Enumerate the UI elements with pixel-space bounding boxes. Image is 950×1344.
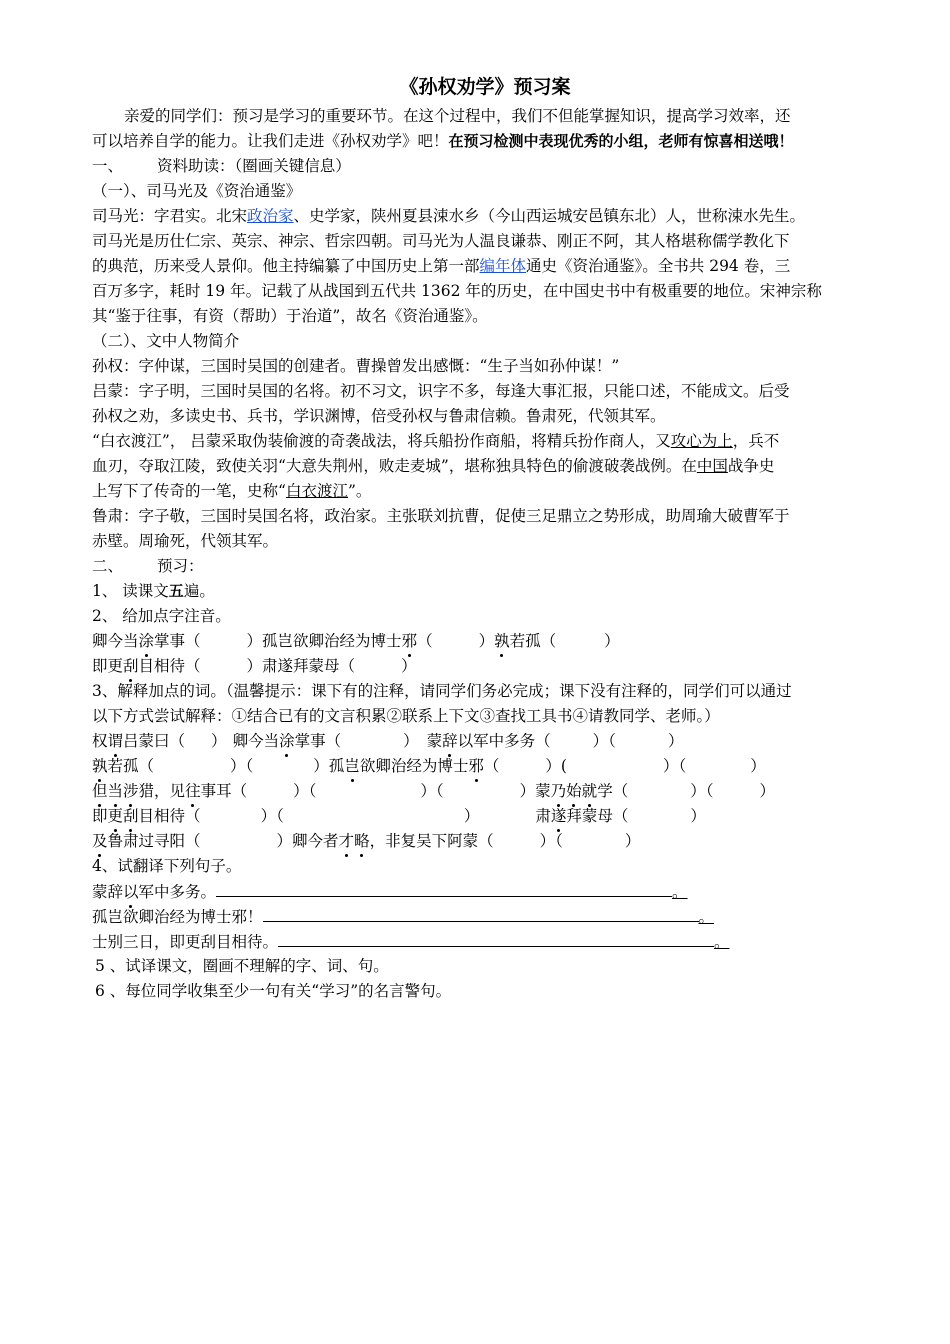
- answer-blank[interactable]: [216, 879, 672, 897]
- text: ）: [667, 732, 684, 750]
- intro-line-2: [92, 129, 872, 154]
- text: 战争史: [727, 457, 775, 475]
- intro-text: 可以培养自学的能力。让我们走进《孙权劝学》吧！: [92, 132, 449, 150]
- dotted-char: 遂: [551, 804, 567, 829]
- text: ）: [478, 632, 495, 650]
- text: 。: [672, 883, 688, 901]
- dotted-char: 及: [92, 829, 108, 854]
- text: 的典范，历来受人景仰。他主持编纂了中国历史上第一部: [92, 257, 480, 275]
- text: 掌事（: [294, 732, 342, 750]
- text: ）蒙: [519, 782, 551, 800]
- dotted-char: 孰: [494, 629, 510, 654]
- text: 鲁肃过寻阳（: [107, 832, 201, 850]
- text: ）孤: [313, 757, 345, 775]
- text: 以军中多务（: [457, 732, 551, 750]
- text: ）: [624, 832, 641, 850]
- text: 士别三日，即更刮目相待。: [92, 933, 279, 951]
- text: ）（: [260, 807, 284, 825]
- question-1: [92, 579, 872, 604]
- dotted-char: 当: [108, 779, 124, 804]
- text: 遍。: [183, 582, 215, 600]
- dotted-char: 往: [185, 779, 201, 804]
- text: ）（: [293, 782, 317, 800]
- dotted-char: 但: [92, 779, 108, 804]
- text: ）: [759, 782, 775, 800]
- lvmeng-bio-line-1: 吕蒙：字子明，三国时吴国的名将。初不习文，识字不多，每逢大事汇报，只能口述，不能成文。后受: [92, 382, 790, 400]
- lusu-bio-line-2: 赤壁。周瑜死，代领其军。: [92, 532, 279, 550]
- baiyi-line-3: [92, 479, 872, 504]
- sima-line-4: 百万多字，耗时 19 年。记载了从战国到五代共 1362 年的历史，在中国史书中有极重要的地位。宋神宗称: [92, 282, 822, 300]
- sima-line-5: 其“鉴于往事，有资（帮助）于治道”，故名《资治通鉴》。: [92, 307, 488, 325]
- text: 卿今当: [232, 732, 280, 750]
- text: 若孤（: [107, 757, 155, 775]
- dotted-char: 邪: [468, 754, 484, 779]
- document-page: [92, 70, 872, 1004]
- text: ）肃遂拜蒙母（: [246, 657, 356, 675]
- text: ）孤岂欲卿治经为博士: [246, 632, 402, 650]
- dotted-char: 涂: [279, 729, 295, 754]
- text: 猎，见: [138, 782, 186, 800]
- text: 、史学家，陕州夏县涑水乡（今山西运城安邑镇东北）人，世称涑水先生。: [293, 207, 806, 225]
- text: 。: [714, 933, 730, 951]
- dotted-char: 辞: [442, 729, 458, 754]
- translate-sentence-2: [92, 904, 872, 929]
- text: 掌事（: [154, 632, 201, 650]
- underlined-term: 中国: [696, 457, 728, 475]
- answer-blank[interactable]: [263, 904, 699, 922]
- section-number: 一、: [92, 157, 124, 175]
- sima-line-2: 司马光是历仕仁宗、英宗、神宗、哲宗四朝。司马光为人温良谦恭、刚正不阿，其人格堪称儒学教化下: [92, 232, 790, 250]
- dotted-char: 孰: [92, 754, 108, 779]
- section-label: 预习：: [157, 557, 204, 575]
- dotted-char: 涂: [139, 629, 155, 654]
- question-3-line-1: 3、解释加点的词。（温馨提示：课下有的注释，请同学们务必完成；课下没有注释的，同学们可以通过: [92, 682, 792, 700]
- text: 若孤（: [509, 632, 557, 650]
- text: 1、 读课文: [92, 582, 169, 600]
- dotted-char: 更: [108, 804, 124, 829]
- dotted-char: 就: [582, 779, 598, 804]
- text: 吕蒙曰（: [123, 732, 186, 750]
- dotted-char: 邪: [402, 629, 418, 654]
- section-label: 资料助读：（圈画关键信息）: [157, 157, 351, 175]
- text: 事耳（: [200, 782, 248, 800]
- text: 蒙: [426, 732, 443, 750]
- dotted-char: 刮: [123, 804, 139, 829]
- q2-row-2: [92, 654, 872, 679]
- baiyi-line-2: [92, 454, 872, 479]
- text: “白衣渡江”， 吕蒙采取伪装偷渡的奇袭战法，将兵船扮作商船，将精兵扮作商人，又: [92, 432, 671, 450]
- text: 军中多务。: [138, 883, 217, 901]
- text: 拜蒙母（: [566, 807, 629, 825]
- section-1-heading: [92, 154, 872, 179]
- subsection-characters-heading: （二）、文中人物简介: [92, 332, 240, 350]
- dotted-char: 以: [123, 880, 139, 905]
- text: 即更: [92, 657, 124, 675]
- lusu-bio-line-1: 鲁肃：字子敬，三国时吴国名将，政治家。主张联刘抗曹，促使三足鼎立之势形成，助周瑜大破曹军于: [92, 507, 790, 525]
- text: ”。: [347, 482, 372, 500]
- dotted-char: 乃: [551, 779, 567, 804]
- text: ）(: [545, 757, 567, 775]
- dotted-char: 岂: [344, 754, 360, 779]
- text: ）（: [592, 732, 616, 750]
- text: ）: [403, 732, 419, 750]
- text: 通史《资治通鉴》。全书共 294 卷，三: [526, 257, 791, 275]
- text: ）（: [539, 832, 563, 850]
- q2-row-1: [92, 629, 872, 654]
- question-4: 4、试翻译下列句子。: [92, 857, 242, 875]
- dotted-char: 谓: [108, 729, 124, 754]
- underlined-term: 攻心为上: [670, 432, 733, 450]
- baiyi-line-1: [92, 429, 872, 454]
- text: 蒙辞: [92, 883, 124, 901]
- sunquan-bio: 孙权：字仲谋，三国时吴国的创建者。曹操曾发出感慨：“生子当如孙仲谋！”: [92, 357, 620, 375]
- text: 权: [92, 732, 108, 750]
- text: 即: [92, 807, 108, 825]
- text: 。: [698, 908, 715, 926]
- text: ）: [604, 632, 620, 650]
- answer-blank[interactable]: [278, 929, 714, 947]
- section-2-heading: [92, 554, 872, 579]
- text: ）: [750, 757, 766, 775]
- text: ）: [211, 732, 227, 750]
- text: 司马光：字君实。北宋: [92, 207, 248, 225]
- intro-bold-note: 在预习检测中表现优秀的小组，老师有惊喜相送哦！: [448, 132, 794, 150]
- text: （: [417, 632, 433, 650]
- text: 血刃，夺取江陵，致使关羽“大意失荆州，败走麦城”，堪称独具特色的偷渡破袭战例。在: [92, 457, 697, 475]
- question-2: 2、 给加点字注音。: [92, 607, 231, 625]
- question-3-line-2: 以下方式尝试解释：①结合已有的文言积累②联系上下文③查找工具书④请教同学、老师。）: [92, 707, 720, 725]
- text: ）（: [420, 782, 444, 800]
- text: ）: [463, 807, 480, 825]
- translate-sentence-3: [92, 929, 872, 954]
- q3-row-3: [92, 779, 872, 804]
- text: ）: [401, 657, 417, 675]
- dotted-char: 刮: [123, 654, 139, 679]
- question-6: 6 、每位同学收集至少一句有关“学习”的名言警句。: [95, 982, 452, 1000]
- text: ）: [690, 807, 706, 825]
- q3-row-2: [92, 754, 872, 779]
- text: 欲卿治经为博士: [359, 757, 469, 775]
- text: 学（: [597, 782, 629, 800]
- sima-line-3: [92, 254, 872, 279]
- text: 肃: [535, 807, 551, 825]
- question-5: 5 、试译课文，圈画不理解的字、词、句。: [95, 957, 389, 975]
- subsection-sima-heading: （一）、司马光及《资治通鉴》: [92, 182, 302, 200]
- text: 上写下了传奇的一笔，史称“: [92, 482, 286, 500]
- dotted-char: 才: [339, 829, 355, 854]
- text: （: [483, 757, 500, 775]
- text: 卿今当: [92, 632, 139, 650]
- q3-row-4: [92, 804, 872, 829]
- dotted-char: 涉: [123, 779, 139, 804]
- sima-line-1: [92, 204, 872, 229]
- link-chronicle[interactable]: 编年体: [479, 257, 527, 275]
- text: 孤岂欲卿治经为博士邪！: [92, 908, 263, 926]
- q3-row-1: [92, 729, 872, 754]
- text: 目相待（: [138, 807, 201, 825]
- text: 目相待（: [138, 657, 201, 675]
- translate-sentence-1: [92, 879, 872, 904]
- dotted-char: 始: [566, 779, 582, 804]
- dotted-char: 略: [354, 829, 370, 854]
- text: ，兵不: [732, 432, 780, 450]
- underlined-term: 白衣渡江: [285, 482, 348, 500]
- text: ）（: [230, 757, 254, 775]
- text: ，非复吴下阿蒙（: [369, 832, 494, 850]
- section-number: 二、: [92, 557, 124, 575]
- text: ）（: [662, 757, 687, 775]
- link-politician[interactable]: 政治家: [247, 207, 294, 225]
- bold-count: 五: [168, 582, 184, 600]
- q3-row-5: [92, 829, 872, 854]
- text: ）（: [690, 782, 714, 800]
- lvmeng-bio-line-2: 孙权之劝，多读史书、兵书，学识渊博，倍受孙权与鲁肃信赖。鲁肃死，代领其军。: [92, 407, 666, 425]
- page-title: 《孙权劝学》预习案: [399, 76, 571, 98]
- text: ）卿今者: [276, 832, 339, 850]
- intro-line-1: 亲爱的同学们：预习是学习的重要环节。在这个过程中，我们不但能掌握知识，提高学习效率，还: [124, 107, 791, 125]
